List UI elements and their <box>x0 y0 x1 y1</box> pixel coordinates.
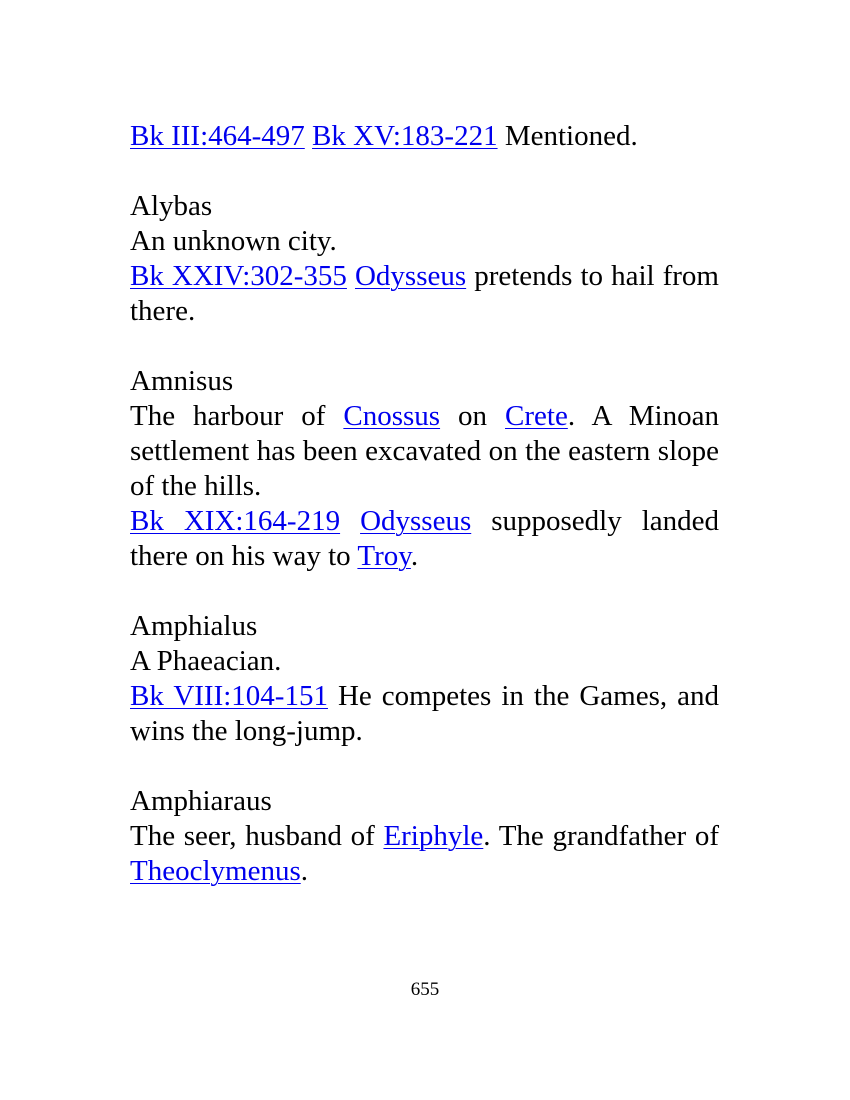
entry-description: A Phaeacian. <box>130 645 282 677</box>
entry-text: The seer, husband of <box>130 820 384 852</box>
paragraph-gap <box>130 154 719 189</box>
paragraph-gap <box>130 574 719 609</box>
entry-heading: Amphiaraus <box>130 785 272 817</box>
glossary-link[interactable]: Crete <box>505 400 568 432</box>
entry-text: on <box>440 400 506 432</box>
glossary-link[interactable]: Troy <box>357 540 411 572</box>
entry-description <box>130 819 719 889</box>
entry-text: pretends to hail from there. <box>130 260 719 327</box>
book-reference-link[interactable]: Bk XXIV:302-355 <box>130 260 347 292</box>
page-number: 655 <box>410 979 440 1000</box>
document-body <box>130 119 719 889</box>
glossary-link[interactable]: Theoclymenus <box>130 855 301 887</box>
entry-heading: Amphialus <box>130 610 258 642</box>
glossary-link[interactable]: Eriphyle <box>383 820 484 852</box>
entry-text: . <box>410 540 419 572</box>
glossary-link[interactable]: Odysseus <box>354 260 467 292</box>
entry-heading: Alybas <box>130 190 213 222</box>
entry-text: The harbour of <box>130 400 344 432</box>
entry-text: He competes in the Games, and wins the long-jump. <box>130 680 720 747</box>
entry-text: . The grandfather of <box>483 820 719 852</box>
book-reference-link[interactable]: Bk III:464-497 <box>130 120 305 152</box>
entry-reference-line <box>130 119 719 154</box>
glossary-link[interactable]: Cnossus <box>343 400 441 432</box>
entry-reference-line <box>130 259 719 329</box>
entry-text: Mentioned. <box>497 120 638 152</box>
paragraph-gap <box>130 749 719 784</box>
entry-description: An unknown city. <box>130 225 337 257</box>
entry-text: . A Minoan settlement has been excavated on the eastern slope of the hills. <box>130 400 719 502</box>
entry-text: . <box>300 855 308 887</box>
entry-reference-line <box>130 679 719 749</box>
entry-text: supposedly landed there on his way to <box>130 505 719 572</box>
book-reference-link[interactable]: Bk XV:183-221 <box>312 120 498 152</box>
glossary-link[interactable]: Odysseus <box>360 505 472 537</box>
entry-heading: Amnisus <box>130 365 234 397</box>
book-reference-link[interactable]: Bk XIX:164-219 <box>130 505 341 537</box>
book-reference-link[interactable]: Bk VIII:104-151 <box>130 680 328 712</box>
paragraph-gap <box>130 329 719 364</box>
entry-reference-line <box>130 504 719 574</box>
entry-description <box>130 399 719 504</box>
